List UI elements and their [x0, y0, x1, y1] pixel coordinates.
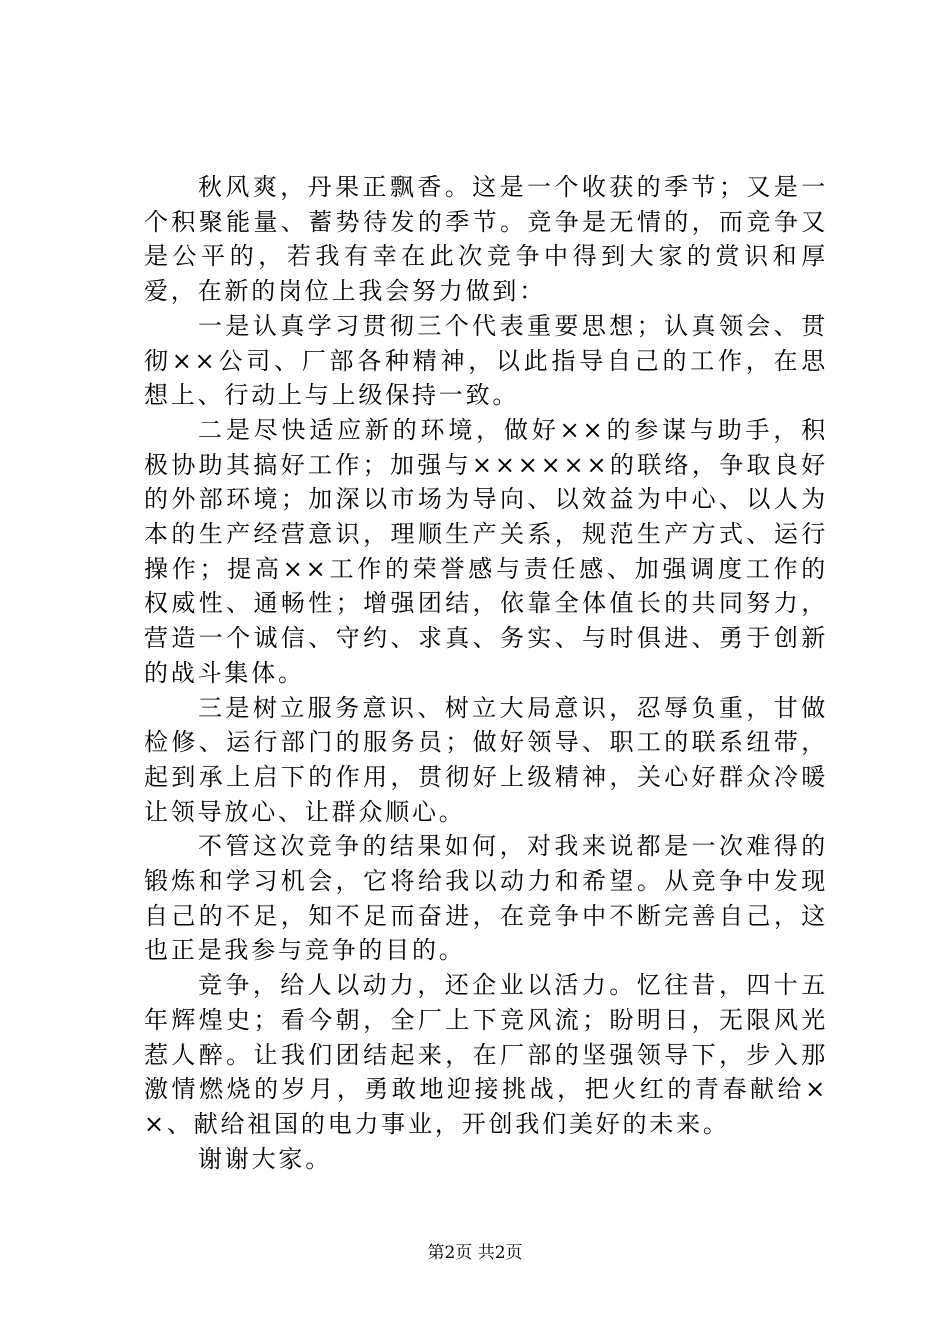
page-footer	[0, 1242, 950, 1264]
page-number-label: 第2页 共2页	[427, 1243, 523, 1263]
paragraph-intro: 秋风爽，丹果正飘香。这是一个收获的季节；又是一个积聚能量、蓄势待发的季节。竞争是无情的，而竞争又是公平的，若我有幸在此次竞争中得到大家的赏识和厚爱，在新的岗位上我会努力做到：	[144, 173, 828, 306]
paragraph-closing: 竞争，给人以动力，还企业以活力。忆往昔，四十五年辉煌史；看今朝，全厂上下竞风流；盼明日，无限风光惹人醉。让我们团结起来，在厂部的坚强领导下，步入那激情燃烧的岁月，勇敢地迎接挑战，把火红的青春献给××、献给祖国的电力事业，开创我们美好的未来。	[144, 971, 828, 1138]
document-body	[144, 170, 828, 1176]
paragraph-point-two: 二是尽快适应新的环境，做好××的参谋与助手，积极协助其搞好工作；加强与××××××的联络，争取良好的外部环境；加深以市场为导向、以效益为中心、以人为本的生产经营意识，理顺生产关系，规范生产方式、运行操作；提高××工作的荣誉感与责任感、加强调度工作的权威性、通畅性；增强团结，依靠全体值长的共同努力，营造一个诚信、守约、求真、务实、与时俱进、勇于创新的战斗集体。	[144, 415, 828, 687]
paragraph-thanks: 谢谢大家。	[198, 1144, 332, 1173]
paragraph-point-three: 三是树立服务意识、树立大局意识，忍辱负重，甘做检修、运行部门的服务员；做好领导、职工的联系纽带，起到承上启下的作用，贯彻好上级精神，关心好群众冷暖让领导放心、让群众顺心。	[144, 693, 828, 826]
paragraph-point-one: 一是认真学习贯彻三个代表重要思想；认真领会、贯彻××公司、厂部各种精神，以此指导自己的工作，在思想上、行动上与上级保持一致。	[144, 311, 828, 410]
paragraph-outcome: 不管这次竞争的结果如何，对我来说都是一次难得的锻炼和学习机会，它将给我以动力和希望。从竞争中发现自己的不足，知不足而奋进，在竞争中不断完善自己，这也正是我参与竞争的目的。	[144, 832, 828, 965]
